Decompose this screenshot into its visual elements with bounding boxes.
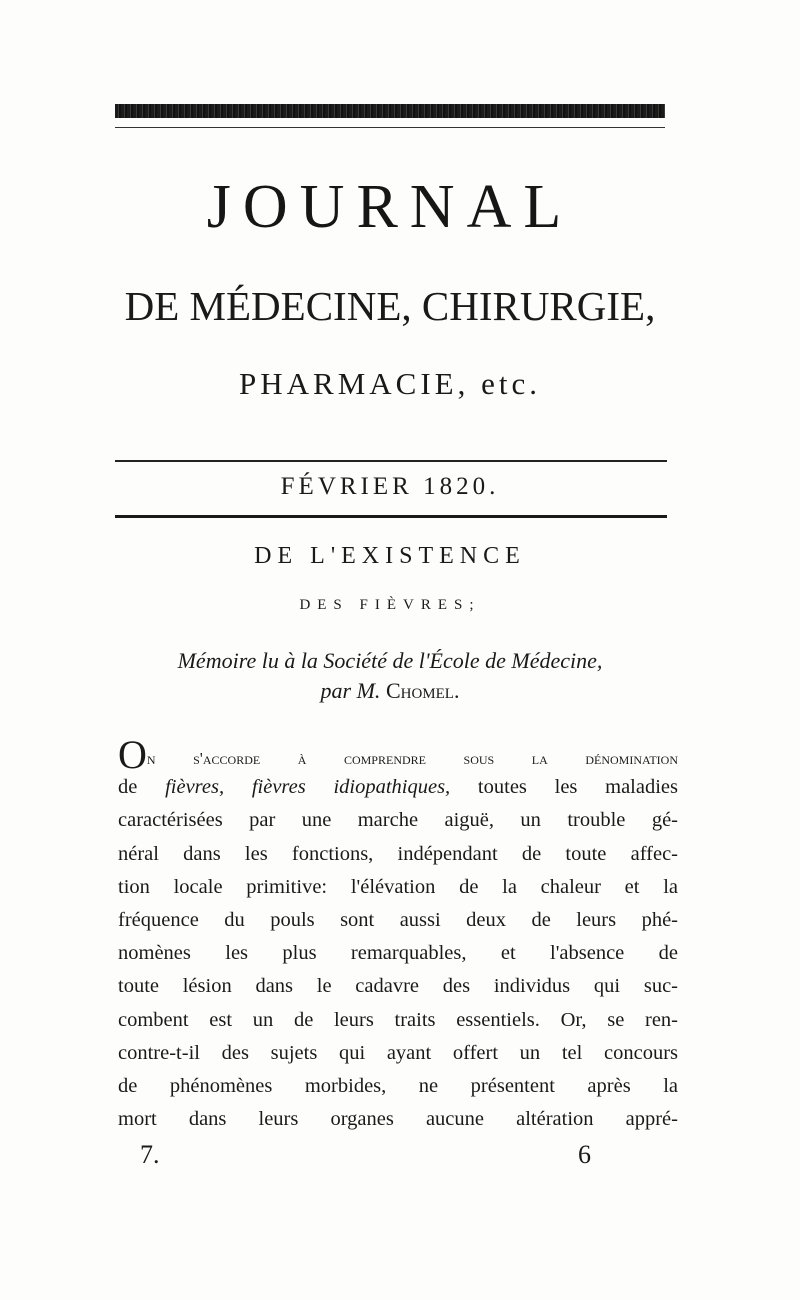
memoire-line-2: [100, 676, 680, 706]
page-number: 6: [578, 1140, 591, 1169]
memoire-caption: [100, 646, 680, 706]
top-thin-rule: [115, 127, 665, 128]
body-line-2-de: de: [118, 776, 138, 799]
top-decorative-rule: [115, 104, 665, 118]
article-subtitle: DES FIÈVRES;: [299, 597, 481, 613]
issue-date: FÉVRIER 1820.: [280, 473, 500, 500]
drop-cap: O: [118, 732, 147, 777]
date-bottom-rule: [115, 515, 667, 518]
signature-mark: 7.: [140, 1140, 160, 1169]
memoire-line-1: Mémoire lu à la Société de l'École de Médecine,: [177, 648, 603, 673]
memoire-par: par M.: [320, 678, 381, 703]
body-line: tion locale primitive: l'élévation de la chaleur et la: [118, 875, 678, 898]
body-line: néral dans les fonctions, indépendant de toute affec-: [118, 842, 678, 865]
journal-subtitle: DE MÉDECINE, CHIRURGIE,: [124, 283, 656, 329]
body-line: combent est un de leurs traits essentiels. Or, se ren-: [118, 1008, 678, 1031]
body-line: nomènes les plus remarquables, et l'absence de: [118, 942, 678, 965]
body-line: fréquence du pouls sont aussi deux de leurs phé-: [118, 908, 678, 931]
date-top-rule: [115, 460, 667, 462]
journal-subtitle-pharmacie: PHARMACIE, etc.: [239, 366, 541, 401]
body-line-2-rest: toutes les maladies: [477, 776, 678, 799]
body-line: toute lésion dans le cadavre des individus qui suc-: [118, 975, 678, 998]
body-line: [118, 771, 678, 804]
body-line: de phénomènes morbides, ne présentent après la: [118, 1074, 678, 1097]
body-line: [118, 732, 678, 777]
body-line-1-rest: n s'accorde à comprendre sous la dénomination: [146, 749, 678, 768]
body-line-2-italic: fièvres, fièvres idiopathiques,: [165, 776, 451, 799]
article-body: [118, 732, 678, 1136]
body-line: contre-t-il des sujets qui ayant offert un tel concours: [118, 1041, 678, 1064]
article-title: DE L'EXISTENCE: [254, 543, 526, 569]
body-line: mort dans leurs organes aucune altération appré-: [118, 1108, 678, 1131]
body-line: caractérisées par une marche aiguë, un trouble gé-: [118, 809, 678, 832]
memoire-author: Chomel.: [385, 678, 460, 703]
journal-title: JOURNAL: [206, 173, 574, 241]
